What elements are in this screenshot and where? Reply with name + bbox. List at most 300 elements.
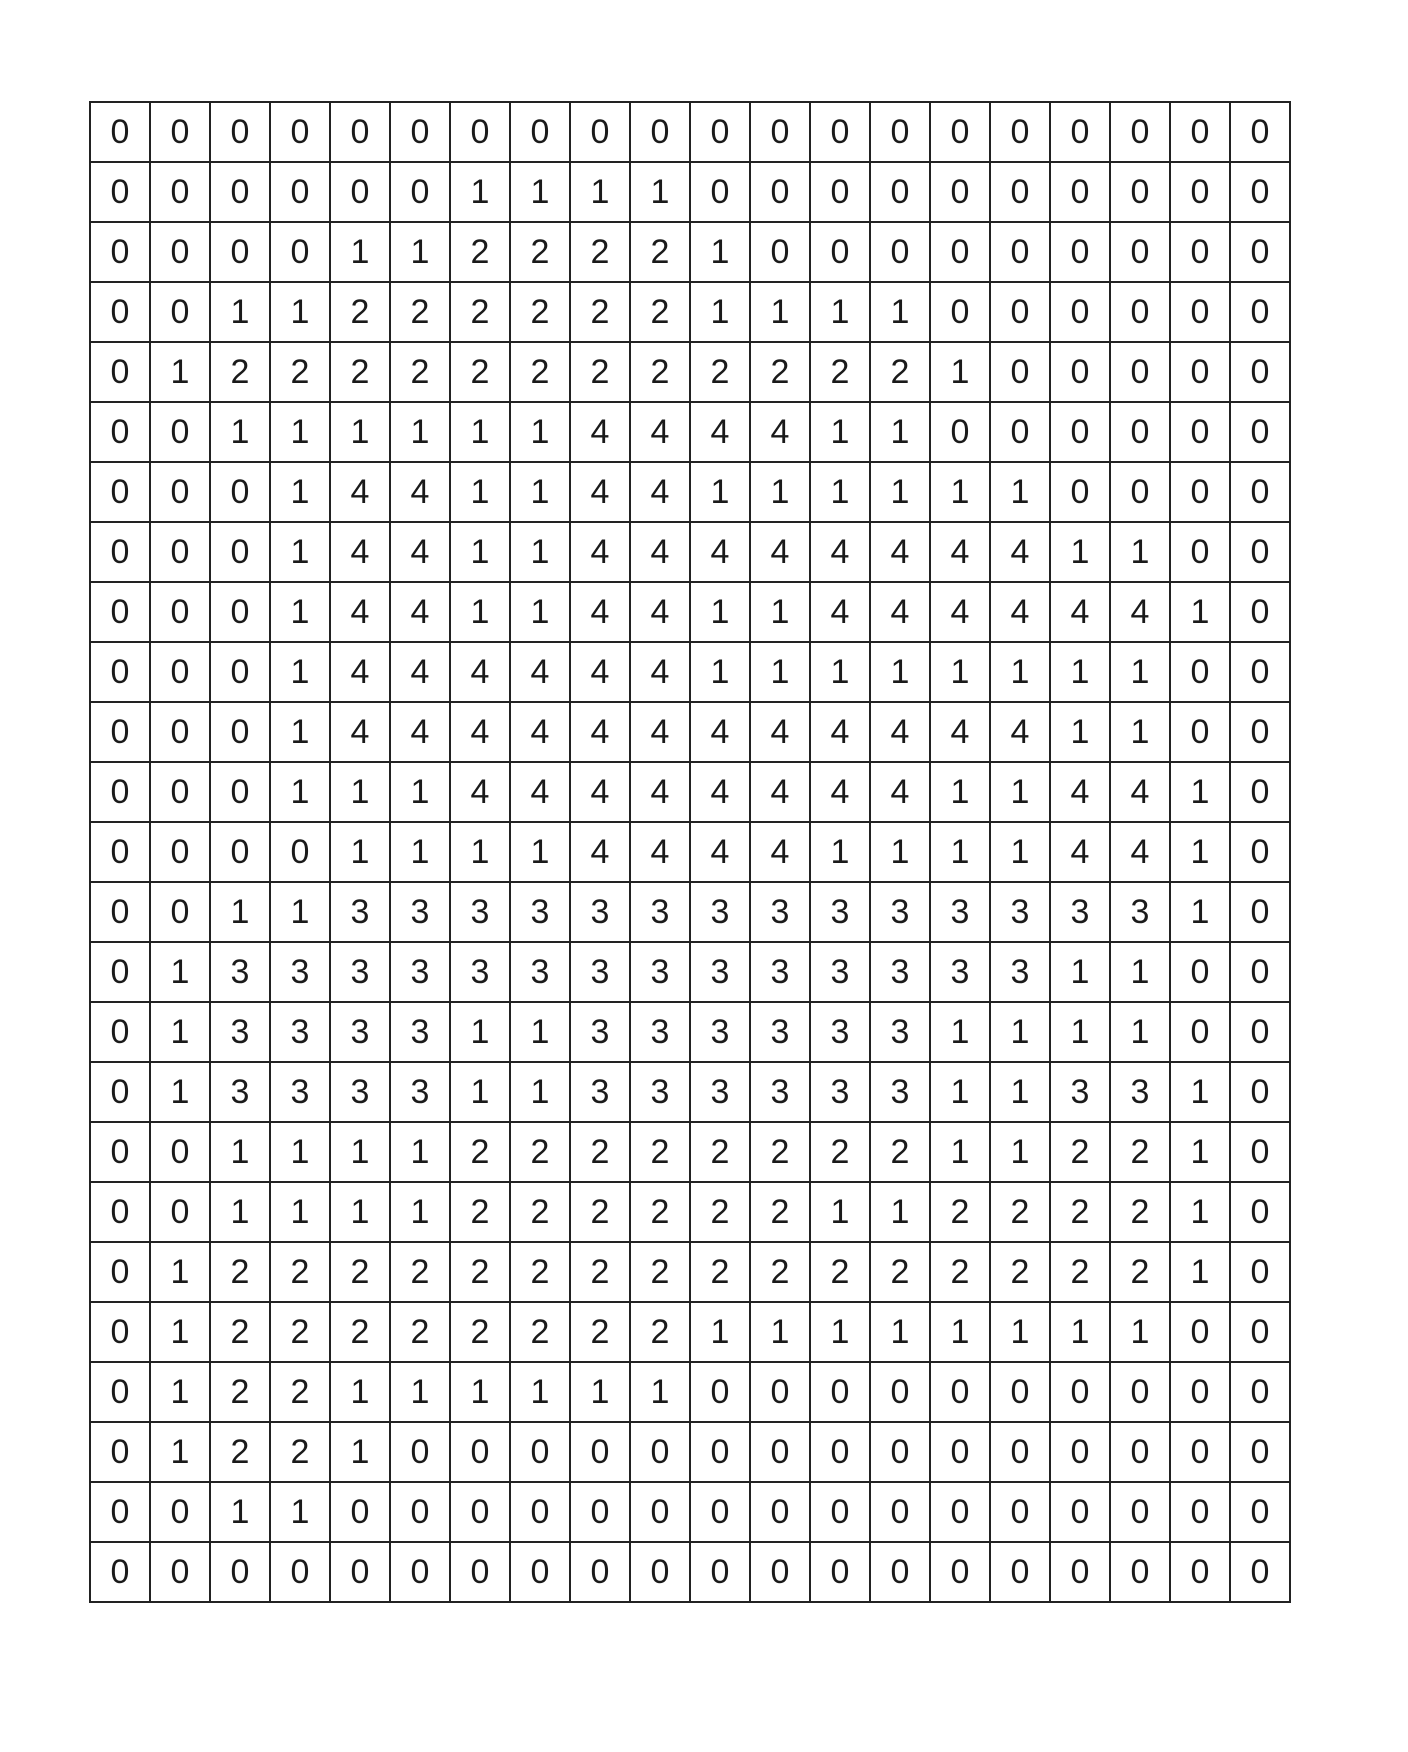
grid-cell[interactable]: 0: [690, 1422, 750, 1482]
grid-cell[interactable]: 2: [390, 282, 450, 342]
grid-cell[interactable]: 0: [1230, 1182, 1290, 1242]
grid-cell[interactable]: 0: [1110, 162, 1170, 222]
grid-cell[interactable]: 4: [750, 522, 810, 582]
grid-cell[interactable]: 1: [270, 882, 330, 942]
grid-cell[interactable]: 1: [390, 822, 450, 882]
grid-cell[interactable]: 1: [1170, 1122, 1230, 1182]
grid-cell[interactable]: 1: [150, 1422, 210, 1482]
grid-cell[interactable]: 1: [990, 1062, 1050, 1122]
grid-cell[interactable]: 4: [630, 582, 690, 642]
grid-cell[interactable]: 3: [750, 1062, 810, 1122]
grid-cell[interactable]: 1: [930, 342, 990, 402]
grid-cell[interactable]: 1: [390, 762, 450, 822]
grid-cell[interactable]: 0: [1050, 1362, 1110, 1422]
grid-cell[interactable]: 2: [570, 222, 630, 282]
grid-cell[interactable]: 0: [630, 102, 690, 162]
grid-cell[interactable]: 0: [1230, 702, 1290, 762]
grid-cell[interactable]: 1: [810, 282, 870, 342]
grid-cell[interactable]: 3: [450, 942, 510, 1002]
grid-cell[interactable]: 1: [270, 642, 330, 702]
grid-cell[interactable]: 0: [1230, 1542, 1290, 1602]
grid-cell[interactable]: 0: [750, 162, 810, 222]
grid-cell[interactable]: 1: [270, 282, 330, 342]
grid-cell[interactable]: 4: [750, 702, 810, 762]
grid-cell[interactable]: 2: [270, 342, 330, 402]
grid-cell[interactable]: 1: [270, 702, 330, 762]
grid-cell[interactable]: 1: [1170, 762, 1230, 822]
grid-cell[interactable]: 2: [630, 1122, 690, 1182]
grid-cell[interactable]: 0: [390, 1422, 450, 1482]
grid-cell[interactable]: 3: [750, 942, 810, 1002]
grid-cell[interactable]: 0: [390, 1482, 450, 1542]
grid-cell[interactable]: 4: [690, 822, 750, 882]
grid-cell[interactable]: 2: [450, 1242, 510, 1302]
grid-cell[interactable]: 2: [510, 282, 570, 342]
grid-cell[interactable]: 4: [630, 642, 690, 702]
grid-cell[interactable]: 0: [90, 1062, 150, 1122]
grid-cell[interactable]: 0: [870, 1542, 930, 1602]
grid-cell[interactable]: 4: [570, 402, 630, 462]
grid-cell[interactable]: 0: [1230, 642, 1290, 702]
grid-cell[interactable]: 2: [210, 342, 270, 402]
grid-cell[interactable]: 2: [210, 1362, 270, 1422]
grid-cell[interactable]: 1: [270, 522, 330, 582]
grid-cell[interactable]: 4: [630, 762, 690, 822]
grid-cell[interactable]: 1: [990, 1002, 1050, 1062]
grid-cell[interactable]: 0: [210, 702, 270, 762]
grid-cell[interactable]: 1: [810, 822, 870, 882]
grid-cell[interactable]: 1: [1050, 942, 1110, 1002]
grid-cell[interactable]: 2: [390, 1302, 450, 1362]
grid-cell[interactable]: 0: [90, 282, 150, 342]
grid-cell[interactable]: 3: [510, 942, 570, 1002]
grid-cell[interactable]: 3: [690, 942, 750, 1002]
grid-cell[interactable]: 0: [930, 1542, 990, 1602]
grid-cell[interactable]: 4: [570, 822, 630, 882]
grid-cell[interactable]: 0: [90, 1482, 150, 1542]
grid-cell[interactable]: 2: [270, 1302, 330, 1362]
grid-cell[interactable]: 4: [330, 582, 390, 642]
grid-cell[interactable]: 4: [1050, 822, 1110, 882]
grid-cell[interactable]: 2: [210, 1302, 270, 1362]
grid-cell[interactable]: 0: [1050, 1422, 1110, 1482]
grid-cell[interactable]: 4: [390, 462, 450, 522]
grid-cell[interactable]: 0: [90, 522, 150, 582]
grid-cell[interactable]: 0: [870, 102, 930, 162]
grid-cell[interactable]: 2: [750, 342, 810, 402]
grid-cell[interactable]: 4: [870, 522, 930, 582]
grid-cell[interactable]: 2: [330, 342, 390, 402]
grid-cell[interactable]: 4: [930, 582, 990, 642]
grid-cell[interactable]: 1: [870, 1302, 930, 1362]
grid-cell[interactable]: 4: [450, 702, 510, 762]
grid-cell[interactable]: 1: [870, 1182, 930, 1242]
grid-cell[interactable]: 3: [1050, 1062, 1110, 1122]
grid-cell[interactable]: 1: [270, 762, 330, 822]
grid-cell[interactable]: 0: [150, 102, 210, 162]
grid-cell[interactable]: 3: [510, 882, 570, 942]
grid-cell[interactable]: 0: [210, 102, 270, 162]
grid-cell[interactable]: 1: [690, 1302, 750, 1362]
grid-cell[interactable]: 3: [630, 1002, 690, 1062]
grid-cell[interactable]: 2: [510, 1182, 570, 1242]
grid-cell[interactable]: 0: [690, 162, 750, 222]
grid-cell[interactable]: 1: [930, 1302, 990, 1362]
grid-cell[interactable]: 0: [1230, 1002, 1290, 1062]
grid-cell[interactable]: 0: [90, 1242, 150, 1302]
grid-cell[interactable]: 3: [810, 882, 870, 942]
grid-cell[interactable]: 2: [450, 342, 510, 402]
grid-cell[interactable]: 3: [570, 1002, 630, 1062]
grid-cell[interactable]: 4: [690, 402, 750, 462]
grid-cell[interactable]: 1: [210, 282, 270, 342]
grid-cell[interactable]: 2: [450, 222, 510, 282]
grid-cell[interactable]: 2: [450, 1122, 510, 1182]
grid-cell[interactable]: 4: [990, 702, 1050, 762]
grid-cell[interactable]: 0: [1110, 1542, 1170, 1602]
grid-cell[interactable]: 1: [150, 1062, 210, 1122]
grid-cell[interactable]: 2: [270, 1422, 330, 1482]
grid-cell[interactable]: 1: [150, 1302, 210, 1362]
grid-cell[interactable]: 1: [930, 822, 990, 882]
grid-cell[interactable]: 3: [210, 1062, 270, 1122]
grid-cell[interactable]: 0: [870, 1362, 930, 1422]
grid-cell[interactable]: 2: [750, 1242, 810, 1302]
grid-cell[interactable]: 4: [390, 642, 450, 702]
grid-cell[interactable]: 1: [330, 822, 390, 882]
grid-cell[interactable]: 4: [570, 522, 630, 582]
grid-cell[interactable]: 3: [810, 942, 870, 1002]
grid-cell[interactable]: 0: [1110, 342, 1170, 402]
grid-cell[interactable]: 0: [1050, 222, 1110, 282]
grid-cell[interactable]: 1: [510, 1002, 570, 1062]
grid-cell[interactable]: 0: [150, 822, 210, 882]
grid-cell[interactable]: 4: [810, 582, 870, 642]
grid-cell[interactable]: 0: [990, 102, 1050, 162]
grid-cell[interactable]: 2: [570, 282, 630, 342]
grid-cell[interactable]: 4: [630, 822, 690, 882]
grid-cell[interactable]: 1: [930, 1062, 990, 1122]
grid-cell[interactable]: 1: [1170, 1062, 1230, 1122]
grid-cell[interactable]: 4: [570, 462, 630, 522]
grid-cell[interactable]: 1: [1050, 522, 1110, 582]
grid-cell[interactable]: 4: [870, 762, 930, 822]
grid-cell[interactable]: 1: [570, 162, 630, 222]
grid-cell[interactable]: 1: [990, 822, 1050, 882]
grid-cell[interactable]: 4: [510, 702, 570, 762]
grid-cell[interactable]: 0: [630, 1542, 690, 1602]
grid-cell[interactable]: 0: [1230, 582, 1290, 642]
grid-cell[interactable]: 0: [570, 102, 630, 162]
grid-cell[interactable]: 4: [990, 522, 1050, 582]
grid-cell[interactable]: 1: [150, 1242, 210, 1302]
grid-cell[interactable]: 0: [1170, 1302, 1230, 1362]
grid-cell[interactable]: 4: [810, 522, 870, 582]
grid-cell[interactable]: 1: [690, 462, 750, 522]
grid-cell[interactable]: 0: [90, 222, 150, 282]
grid-cell[interactable]: 0: [210, 222, 270, 282]
grid-cell[interactable]: 0: [1230, 762, 1290, 822]
grid-cell[interactable]: 0: [1230, 162, 1290, 222]
grid-cell[interactable]: 1: [510, 822, 570, 882]
grid-cell[interactable]: 2: [570, 1122, 630, 1182]
grid-cell[interactable]: 4: [810, 702, 870, 762]
grid-cell[interactable]: 2: [330, 282, 390, 342]
grid-cell[interactable]: 0: [1230, 1482, 1290, 1542]
grid-cell[interactable]: 4: [330, 702, 390, 762]
grid-cell[interactable]: 0: [90, 1542, 150, 1602]
grid-cell[interactable]: 3: [570, 942, 630, 1002]
grid-cell[interactable]: 2: [510, 1122, 570, 1182]
grid-cell[interactable]: 1: [1110, 1302, 1170, 1362]
grid-cell[interactable]: 0: [1230, 1122, 1290, 1182]
grid-cell[interactable]: 4: [390, 522, 450, 582]
grid-cell[interactable]: 4: [390, 582, 450, 642]
grid-cell[interactable]: 3: [1050, 882, 1110, 942]
grid-cell[interactable]: 0: [390, 162, 450, 222]
grid-cell[interactable]: 4: [690, 522, 750, 582]
grid-cell[interactable]: 0: [450, 1542, 510, 1602]
grid-cell[interactable]: 1: [510, 582, 570, 642]
grid-cell[interactable]: 1: [150, 942, 210, 1002]
grid-cell[interactable]: 1: [150, 1362, 210, 1422]
grid-cell[interactable]: 3: [870, 1062, 930, 1122]
grid-cell[interactable]: 0: [1050, 402, 1110, 462]
grid-cell[interactable]: 0: [210, 162, 270, 222]
grid-cell[interactable]: 0: [810, 1482, 870, 1542]
grid-cell[interactable]: 0: [1230, 342, 1290, 402]
grid-cell[interactable]: 3: [210, 942, 270, 1002]
grid-cell[interactable]: 0: [1110, 1482, 1170, 1542]
grid-cell[interactable]: 0: [1170, 162, 1230, 222]
grid-cell[interactable]: 1: [270, 462, 330, 522]
grid-cell[interactable]: 3: [630, 942, 690, 1002]
grid-cell[interactable]: 0: [390, 1542, 450, 1602]
grid-cell[interactable]: 0: [90, 702, 150, 762]
grid-cell[interactable]: 2: [330, 1302, 390, 1362]
grid-cell[interactable]: 0: [690, 102, 750, 162]
grid-cell[interactable]: 0: [1050, 1482, 1110, 1542]
grid-cell[interactable]: 4: [1050, 762, 1110, 822]
grid-cell[interactable]: 3: [930, 882, 990, 942]
grid-cell[interactable]: 2: [630, 1182, 690, 1242]
grid-cell[interactable]: 2: [870, 1242, 930, 1302]
grid-cell[interactable]: 1: [630, 162, 690, 222]
grid-cell[interactable]: 0: [330, 1482, 390, 1542]
grid-cell[interactable]: 0: [810, 1542, 870, 1602]
grid-cell[interactable]: 0: [90, 882, 150, 942]
grid-cell[interactable]: 4: [630, 702, 690, 762]
grid-cell[interactable]: 2: [930, 1242, 990, 1302]
grid-cell[interactable]: 1: [930, 462, 990, 522]
grid-cell[interactable]: 0: [1170, 1002, 1230, 1062]
grid-cell[interactable]: 0: [750, 102, 810, 162]
grid-cell[interactable]: 0: [150, 462, 210, 522]
grid-cell[interactable]: 1: [750, 582, 810, 642]
grid-cell[interactable]: 0: [150, 522, 210, 582]
grid-cell[interactable]: 0: [1110, 402, 1170, 462]
grid-cell[interactable]: 0: [930, 162, 990, 222]
grid-cell[interactable]: 1: [270, 1122, 330, 1182]
grid-cell[interactable]: 1: [390, 402, 450, 462]
grid-cell[interactable]: 4: [990, 582, 1050, 642]
grid-cell[interactable]: 4: [810, 762, 870, 822]
grid-cell[interactable]: 0: [1230, 1242, 1290, 1302]
grid-cell[interactable]: 1: [1050, 642, 1110, 702]
grid-cell[interactable]: 0: [810, 102, 870, 162]
grid-cell[interactable]: 0: [90, 342, 150, 402]
grid-cell[interactable]: 3: [390, 942, 450, 1002]
grid-cell[interactable]: 0: [990, 342, 1050, 402]
grid-cell[interactable]: 1: [270, 582, 330, 642]
grid-cell[interactable]: 0: [90, 1302, 150, 1362]
grid-cell[interactable]: 1: [450, 1062, 510, 1122]
grid-cell[interactable]: 1: [390, 222, 450, 282]
grid-cell[interactable]: 0: [150, 162, 210, 222]
grid-cell[interactable]: 0: [810, 162, 870, 222]
grid-cell[interactable]: 2: [1110, 1242, 1170, 1302]
grid-cell[interactable]: 3: [330, 1002, 390, 1062]
grid-cell[interactable]: 0: [1170, 342, 1230, 402]
grid-cell[interactable]: 0: [870, 1422, 930, 1482]
grid-cell[interactable]: 3: [630, 882, 690, 942]
grid-cell[interactable]: 0: [990, 402, 1050, 462]
grid-cell[interactable]: 3: [750, 1002, 810, 1062]
grid-cell[interactable]: 4: [330, 462, 390, 522]
grid-cell[interactable]: 2: [690, 342, 750, 402]
grid-cell[interactable]: 1: [870, 282, 930, 342]
grid-cell[interactable]: 2: [810, 1242, 870, 1302]
grid-cell[interactable]: 2: [450, 1182, 510, 1242]
grid-cell[interactable]: 2: [690, 1122, 750, 1182]
grid-cell[interactable]: 1: [330, 1182, 390, 1242]
grid-cell[interactable]: 0: [1230, 282, 1290, 342]
grid-cell[interactable]: 0: [870, 162, 930, 222]
grid-cell[interactable]: 1: [390, 1362, 450, 1422]
grid-cell[interactable]: 1: [810, 642, 870, 702]
grid-cell[interactable]: 3: [990, 882, 1050, 942]
grid-cell[interactable]: 1: [510, 402, 570, 462]
grid-cell[interactable]: 4: [750, 822, 810, 882]
grid-cell[interactable]: 0: [930, 1482, 990, 1542]
grid-cell[interactable]: 2: [690, 1242, 750, 1302]
grid-cell[interactable]: 0: [90, 1002, 150, 1062]
grid-cell[interactable]: 1: [750, 1302, 810, 1362]
grid-cell[interactable]: 0: [510, 1422, 570, 1482]
grid-cell[interactable]: 0: [1230, 1362, 1290, 1422]
grid-cell[interactable]: 0: [990, 1362, 1050, 1422]
grid-cell[interactable]: 2: [990, 1182, 1050, 1242]
grid-cell[interactable]: 4: [630, 462, 690, 522]
grid-cell[interactable]: 3: [870, 1002, 930, 1062]
grid-cell[interactable]: 0: [810, 1422, 870, 1482]
grid-cell[interactable]: 0: [930, 1362, 990, 1422]
grid-cell[interactable]: 2: [1110, 1122, 1170, 1182]
grid-cell[interactable]: 0: [1170, 402, 1230, 462]
grid-cell[interactable]: 1: [450, 402, 510, 462]
grid-cell[interactable]: 0: [870, 222, 930, 282]
grid-cell[interactable]: 3: [750, 882, 810, 942]
grid-cell[interactable]: 4: [750, 402, 810, 462]
grid-cell[interactable]: 0: [570, 1542, 630, 1602]
grid-cell[interactable]: 0: [510, 1542, 570, 1602]
grid-cell[interactable]: 4: [1050, 582, 1110, 642]
grid-cell[interactable]: 1: [270, 402, 330, 462]
grid-cell[interactable]: 3: [270, 1062, 330, 1122]
grid-cell[interactable]: 4: [690, 762, 750, 822]
grid-cell[interactable]: 2: [810, 1122, 870, 1182]
grid-cell[interactable]: 2: [330, 1242, 390, 1302]
grid-cell[interactable]: 3: [990, 942, 1050, 1002]
grid-cell[interactable]: 4: [570, 702, 630, 762]
grid-cell[interactable]: 0: [1230, 522, 1290, 582]
grid-cell[interactable]: 2: [210, 1242, 270, 1302]
grid-cell[interactable]: 1: [270, 1482, 330, 1542]
grid-cell[interactable]: 3: [630, 1062, 690, 1122]
grid-cell[interactable]: 0: [90, 1422, 150, 1482]
grid-cell[interactable]: 0: [450, 102, 510, 162]
grid-cell[interactable]: 1: [510, 1062, 570, 1122]
grid-cell[interactable]: 3: [330, 1062, 390, 1122]
grid-cell[interactable]: 0: [330, 1542, 390, 1602]
grid-cell[interactable]: 2: [1050, 1122, 1110, 1182]
grid-cell[interactable]: 1: [690, 642, 750, 702]
grid-cell[interactable]: 1: [810, 462, 870, 522]
grid-cell[interactable]: 0: [90, 1122, 150, 1182]
grid-cell[interactable]: 0: [1170, 702, 1230, 762]
grid-cell[interactable]: 0: [1050, 102, 1110, 162]
grid-cell[interactable]: 0: [90, 582, 150, 642]
grid-cell[interactable]: 2: [270, 1242, 330, 1302]
grid-cell[interactable]: 1: [750, 462, 810, 522]
grid-cell[interactable]: 0: [150, 582, 210, 642]
grid-cell[interactable]: 0: [1110, 462, 1170, 522]
grid-cell[interactable]: 0: [90, 822, 150, 882]
grid-cell[interactable]: 1: [1110, 522, 1170, 582]
grid-cell[interactable]: 0: [90, 1362, 150, 1422]
grid-cell[interactable]: 0: [90, 462, 150, 522]
grid-cell[interactable]: 3: [930, 942, 990, 1002]
grid-cell[interactable]: 0: [1230, 1302, 1290, 1362]
grid-cell[interactable]: 3: [270, 942, 330, 1002]
grid-cell[interactable]: 1: [1050, 702, 1110, 762]
grid-cell[interactable]: 0: [1230, 822, 1290, 882]
grid-cell[interactable]: 0: [210, 642, 270, 702]
grid-cell[interactable]: 0: [750, 1362, 810, 1422]
grid-cell[interactable]: 1: [1170, 1242, 1230, 1302]
grid-cell[interactable]: 1: [450, 462, 510, 522]
grid-cell[interactable]: 1: [330, 1422, 390, 1482]
grid-cell[interactable]: 2: [570, 342, 630, 402]
grid-cell[interactable]: 1: [390, 1122, 450, 1182]
grid-cell[interactable]: 0: [1050, 162, 1110, 222]
grid-cell[interactable]: 0: [1050, 282, 1110, 342]
grid-cell[interactable]: 3: [690, 882, 750, 942]
grid-cell[interactable]: 1: [990, 1122, 1050, 1182]
grid-cell[interactable]: 0: [270, 822, 330, 882]
grid-cell[interactable]: 0: [1170, 642, 1230, 702]
grid-cell[interactable]: 2: [570, 1302, 630, 1362]
grid-cell[interactable]: 0: [750, 1482, 810, 1542]
grid-cell[interactable]: 1: [690, 282, 750, 342]
grid-cell[interactable]: 1: [150, 1002, 210, 1062]
grid-cell[interactable]: 0: [570, 1422, 630, 1482]
grid-cell[interactable]: 0: [1170, 1542, 1230, 1602]
grid-cell[interactable]: 4: [1110, 582, 1170, 642]
grid-cell[interactable]: 1: [690, 582, 750, 642]
grid-cell[interactable]: 1: [1170, 822, 1230, 882]
grid-cell[interactable]: 4: [1110, 822, 1170, 882]
